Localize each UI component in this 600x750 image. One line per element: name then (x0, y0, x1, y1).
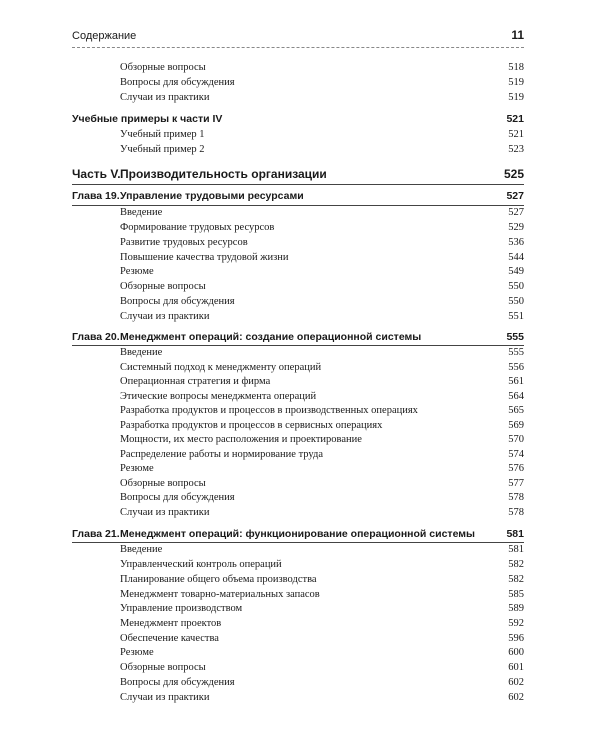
toc-entry-page: 518 (508, 62, 524, 73)
toc-entry-page: 551 (508, 311, 524, 322)
toc-entry (0, 618, 600, 633)
toc-entry-page: 523 (508, 144, 524, 155)
toc-entry (0, 391, 600, 406)
toc-entry-title: Введение (120, 347, 163, 358)
toc-entry-title: Менеджмент проектов (120, 618, 222, 629)
toc-entry-title: Резюме (120, 266, 154, 277)
toc-entry (0, 420, 600, 435)
toc-entry (0, 129, 600, 144)
toc-entry (0, 62, 600, 77)
toc-entry-title: Введение (120, 544, 163, 555)
toc-entry-title: Этические вопросы менеджмента операций (120, 391, 317, 402)
toc-entry-title: Введение (120, 207, 163, 218)
toc-entry-page: 550 (508, 296, 524, 307)
toc-entry (0, 507, 600, 522)
toc-chapter-title: Менеджмент операций: функционирование операционной системы (120, 528, 476, 540)
toc-entry (0, 544, 600, 559)
running-header (72, 28, 524, 46)
toc-entry-title: Формирование трудовых ресурсов (120, 222, 275, 233)
toc-entry-page: 555 (508, 347, 524, 358)
toc-entry-page: 602 (508, 692, 524, 703)
toc-entry-title: Обзорные вопросы (120, 281, 206, 292)
toc-entry (0, 633, 600, 648)
toc-entry-page: 556 (508, 362, 524, 373)
toc-entry-page: 550 (508, 281, 524, 292)
toc-entry-title: Случаи из практики (120, 92, 210, 103)
toc-entry-page: 565 (508, 405, 524, 416)
toc-entry (0, 574, 600, 589)
toc-entry (0, 449, 600, 464)
toc-section-page: 521 (506, 113, 524, 125)
toc-entry (0, 144, 600, 159)
toc-entry-page: 521 (508, 129, 524, 140)
toc-entry (0, 647, 600, 662)
toc-entry-title: Вопросы для обсуждения (120, 296, 235, 307)
toc-part-title: Производительность организации (120, 167, 327, 181)
toc-entry-title: Случаи из практики (120, 507, 210, 518)
toc-entry (0, 77, 600, 92)
toc-chapter-heading (0, 331, 600, 346)
toc-entry-page: 581 (508, 544, 524, 555)
toc-entry-title: Операционная стратегия и фирма (120, 376, 271, 387)
part-divider (72, 184, 524, 185)
toc-chapter-label: Глава 21. (72, 528, 120, 540)
toc-chapter-title: Управление трудовыми ресурсами (120, 190, 304, 202)
toc-entry-title: Распределение работы и нормирование труда (120, 449, 324, 460)
toc-entry-page: 576 (508, 463, 524, 474)
toc-entry (0, 376, 600, 391)
toc-entry (0, 222, 600, 237)
toc-entry-title: Управленческий контроль операций (120, 559, 282, 570)
toc-entry (0, 92, 600, 107)
toc-entry-page: 519 (508, 92, 524, 103)
toc-entry-title: Случаи из практики (120, 692, 210, 703)
toc-chapter-title: Менеджмент операций: создание операционной системы (120, 331, 422, 343)
toc-entry (0, 463, 600, 478)
toc-entry-page: 578 (508, 507, 524, 518)
toc-entry (0, 405, 600, 420)
toc-entry (0, 252, 600, 267)
toc-entry-page: 574 (508, 449, 524, 460)
toc-section-heading (0, 113, 600, 128)
toc-entry-title: Вопросы для обсуждения (120, 492, 235, 503)
toc-entry-page: 569 (508, 420, 524, 431)
toc-entry-title: Учебный пример 1 (120, 129, 205, 140)
toc-part-heading (0, 167, 600, 182)
toc-entry-title: Резюме (120, 647, 154, 658)
toc-entry-title: Разработка продуктов и процессов в производственных операциях (120, 405, 418, 416)
toc-entry-page: 549 (508, 266, 524, 277)
toc-section-title: Учебные примеры к части IV (72, 113, 223, 125)
toc-entry-page: 602 (508, 677, 524, 688)
toc-entry-page: 570 (508, 434, 524, 445)
toc-entry (0, 662, 600, 677)
toc-entry-title: Менеджмент товарно-материальных запасов (120, 589, 320, 600)
toc-entry (0, 347, 600, 362)
toc-entry-title: Управление производством (120, 603, 243, 614)
toc-entry (0, 362, 600, 377)
toc-entry (0, 311, 600, 326)
running-header-title: Содержание (72, 30, 137, 42)
toc-entry-title: Развитие трудовых ресурсов (120, 237, 248, 248)
toc-entry-title: Учебный пример 2 (120, 144, 205, 155)
toc-entry-page: 585 (508, 589, 524, 600)
toc-chapter-heading (0, 528, 600, 543)
toc-entry (0, 492, 600, 507)
toc-entry-page: 582 (508, 559, 524, 570)
toc-entry (0, 296, 600, 311)
toc-entry-page: 536 (508, 237, 524, 248)
toc-entry-page: 519 (508, 77, 524, 88)
toc-entry-title: Вопросы для обсуждения (120, 77, 235, 88)
toc-chapter-label: Глава 19. (72, 190, 120, 202)
toc-entry-page: 601 (508, 662, 524, 673)
toc-entry-title: Системный подход к менеджменту операций (120, 362, 322, 373)
toc-entry-page: 561 (508, 376, 524, 387)
toc-part-label: Часть V. (72, 167, 121, 181)
toc-entry-page: 564 (508, 391, 524, 402)
header-divider (72, 47, 524, 48)
toc-entry (0, 559, 600, 574)
toc-entry-page: 577 (508, 478, 524, 489)
toc-entry-page: 582 (508, 574, 524, 585)
toc-entry-title: Мощности, их место расположения и проектирование (120, 434, 362, 445)
toc-entry (0, 434, 600, 449)
toc-chapter-page: 581 (506, 528, 524, 540)
toc-entry-title: Вопросы для обсуждения (120, 677, 235, 688)
toc-entry (0, 478, 600, 493)
toc-entry-title: Планирование общего объема производства (120, 574, 317, 585)
toc-entry-page: 529 (508, 222, 524, 233)
chapter-divider (72, 205, 524, 206)
toc-entry (0, 692, 600, 707)
toc-entry (0, 603, 600, 618)
toc-entry-page: 592 (508, 618, 524, 629)
toc-entry-page: 527 (508, 207, 524, 218)
toc-entry (0, 677, 600, 692)
toc-chapter-page: 555 (506, 331, 524, 343)
toc-entry (0, 266, 600, 281)
toc-entry-page: 596 (508, 633, 524, 644)
toc-entry-page: 589 (508, 603, 524, 614)
running-header-page-number: 11 (511, 28, 524, 42)
toc-entry (0, 589, 600, 604)
toc-chapter-page: 527 (506, 190, 524, 202)
toc-chapter-label: Глава 20. (72, 331, 120, 343)
toc-entry-title: Повышение качества трудовой жизни (120, 252, 289, 263)
toc-entry-title: Обзорные вопросы (120, 62, 206, 73)
toc-entry-page: 578 (508, 492, 524, 503)
toc-entry-title: Разработка продуктов и процессов в сервисных операциях (120, 420, 383, 431)
toc-entry-page: 600 (508, 647, 524, 658)
toc-entry (0, 281, 600, 296)
toc-entry (0, 237, 600, 252)
chapter-divider (72, 345, 524, 346)
toc-entry-title: Резюме (120, 463, 154, 474)
toc-entry-page: 544 (508, 252, 524, 263)
toc-entry-title: Обзорные вопросы (120, 478, 206, 489)
toc-entry-title: Случаи из практики (120, 311, 210, 322)
toc-entry-title: Обеспечение качества (120, 633, 219, 644)
chapter-divider (72, 542, 524, 543)
toc-entry-title: Обзорные вопросы (120, 662, 206, 673)
toc-entry (0, 207, 600, 222)
toc-chapter-heading (0, 190, 600, 205)
toc-part-page: 525 (503, 167, 524, 181)
